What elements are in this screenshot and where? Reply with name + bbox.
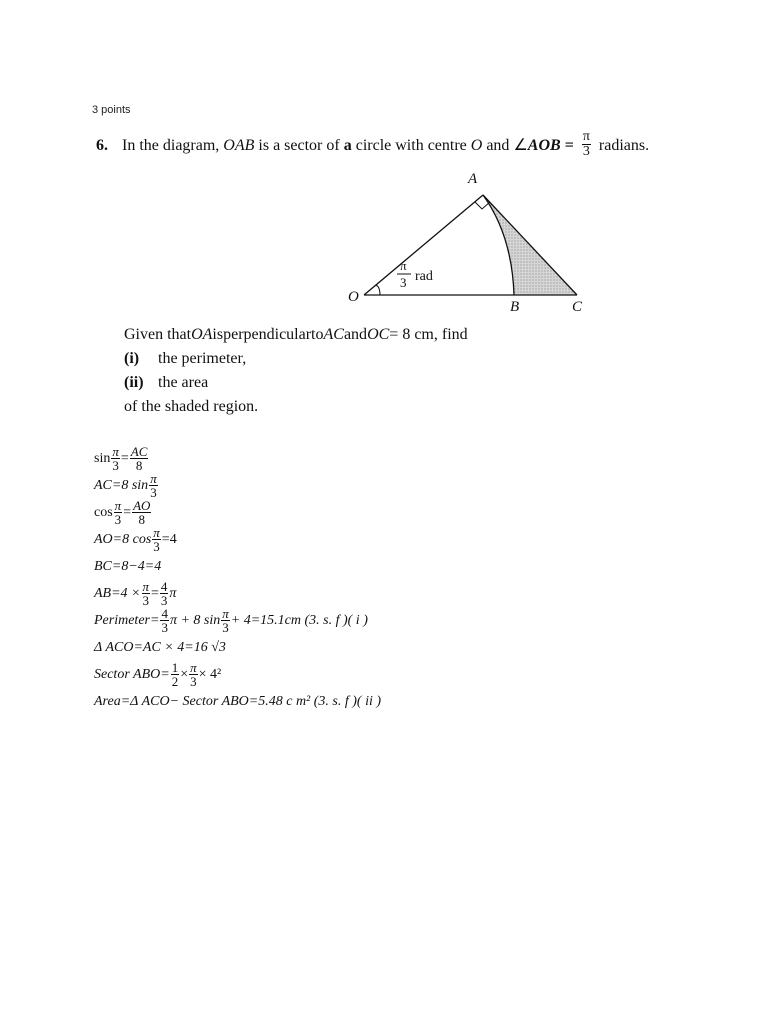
angle-label-unit: rad	[415, 269, 433, 284]
points-label: 3 points	[92, 104, 131, 116]
solution-line-2: AC=8 sin $\frac{\pi}{3}$	[94, 471, 157, 500]
angle-arc-o	[376, 285, 380, 295]
shaded-region-text: of the shaded region.	[124, 398, 259, 415]
given-block	[124, 323, 468, 419]
solution-line-8: Δ ACO=AC × 4=16 √3	[94, 639, 226, 655]
label-c: C	[572, 299, 583, 315]
solution-line-3: cos $\frac{\pi}{3}$ = $\frac{AO}{8}$	[94, 498, 151, 527]
solution-line-1: sin $\frac{\pi}{3}$ = $\frac{AC}{8}$	[94, 444, 148, 473]
given-line: Given that OA is perpendicular to AC and OC = 8 cm, find	[124, 326, 468, 343]
question-number: 6.	[96, 137, 108, 155]
question-statement	[96, 129, 650, 161]
solution-line-5: BC=8−4=4	[94, 558, 162, 574]
question-text: In the diagram, OAB is a sector of a circle with centre O and ∠AOB = $\frac{\pi}{3}$ radians.	[122, 129, 650, 159]
label-a: A	[468, 171, 478, 187]
item-area: (ii) the area	[124, 374, 209, 391]
item-perimeter: (i) the perimeter,	[124, 350, 247, 367]
solution-line-7: Perimeter= $\frac{4}{3}$ π + 8 sin $\frac{\pi}{3}$ + 4=15.1cm (3. s. f )( i )	[94, 606, 368, 635]
solution-line-6: AB=4 × $\frac{\pi}{3}$ = $\frac{4}{3}$ π	[94, 579, 177, 608]
angle-label-den: 3	[400, 275, 407, 290]
solution-line-4: AO=8 cos $\frac{\pi}{3}$ =4	[94, 525, 177, 554]
angle-fraction: $\frac{\pi}{3}$	[582, 129, 590, 159]
label-b: B	[510, 299, 520, 315]
sector-diagram	[340, 165, 600, 320]
angle-label-num: π	[400, 258, 407, 273]
label-o: O	[348, 289, 359, 305]
solution-block	[94, 445, 381, 715]
solution-line-10: Area=Δ ACO− Sector ABO=5.48 c m² (3. s. f )( ii )	[94, 693, 382, 709]
solution-line-9: Sector ABO= $\frac{1}{2}$ × $\frac{\pi}{3}$ × 4²	[94, 660, 222, 689]
